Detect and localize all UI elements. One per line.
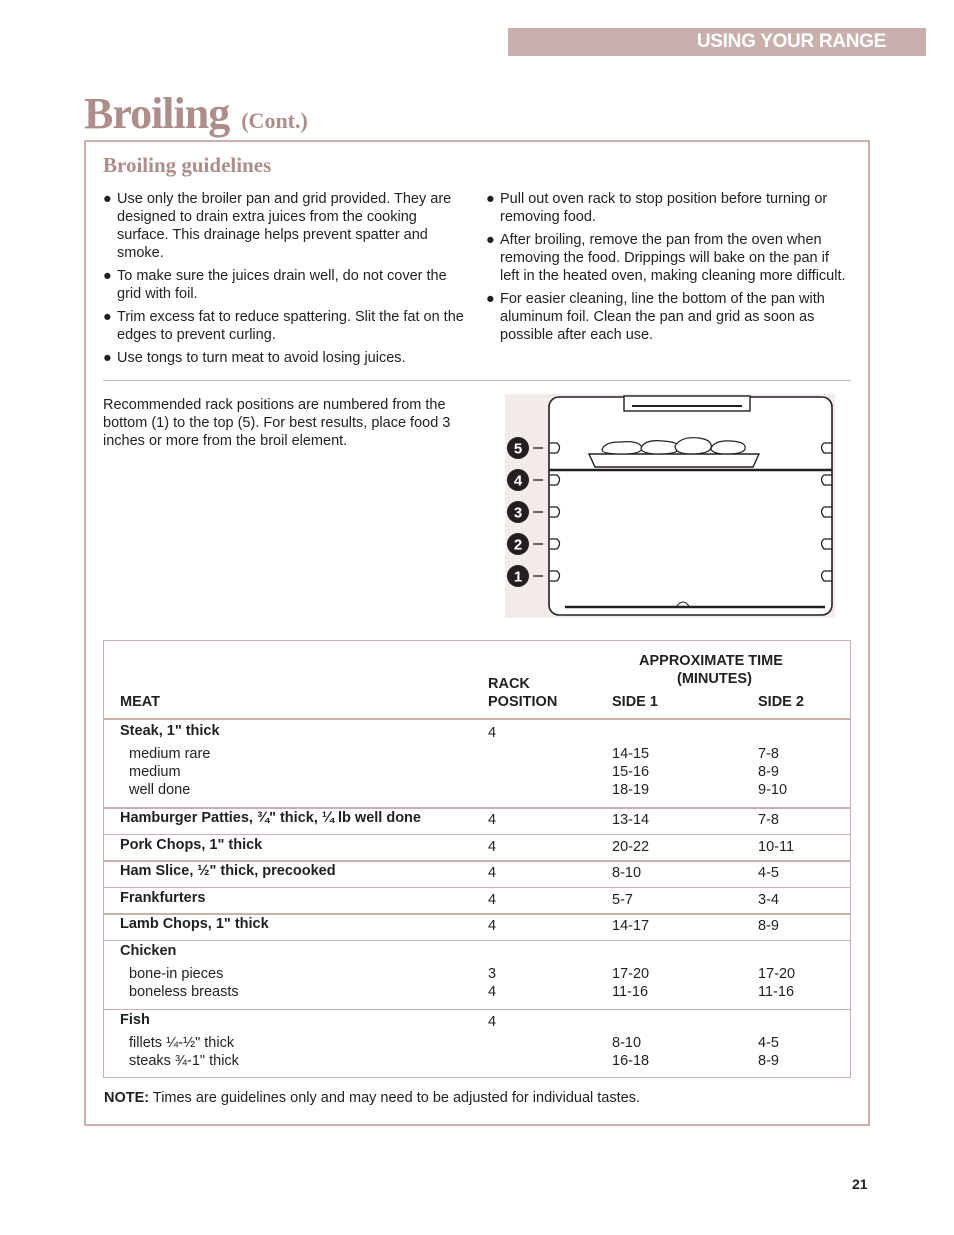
bullet-icon: ●	[486, 191, 495, 207]
table-row-side2: 10-11	[758, 838, 795, 855]
page-title-main: Broiling	[84, 89, 230, 138]
guideline-text: Use only the broiler pan and grid provided. They are designed to drain extra juices from the cooking surface. This drainage helps prevent spatter and smoke.	[117, 191, 452, 261]
side2-header: SIDE 2	[758, 694, 804, 710]
rack-number-label: 5	[513, 440, 523, 458]
table-row-rack: 4	[488, 812, 497, 828]
guideline-text: Trim excess fat to reduce spattering. Slit the fat on the edges to prevent curling.	[117, 309, 464, 343]
meat-header: MEAT	[120, 694, 161, 710]
table-subrow-side2: 11-16	[758, 983, 795, 1000]
table-subrow-side1: 11-16	[612, 983, 649, 1000]
table-subrow-meat: well done	[129, 782, 191, 798]
table-row-meat: Ham Slice, ½" thick, precooked	[120, 863, 336, 879]
section-divider	[103, 380, 851, 381]
row-divider	[103, 718, 851, 720]
table-subrow-side1: 15-16	[612, 764, 650, 780]
guideline-item	[486, 290, 850, 344]
broiling-chart-table	[103, 640, 851, 1078]
broil-element-housing	[624, 396, 750, 411]
guideline-text: After broiling, remove the pan from the oven when removing the food. Drippings will bake on the pan if left in the heated oven, making cleaning more difficult.	[500, 232, 846, 284]
page-number: 21	[852, 1176, 868, 1192]
table-row-side1: 5-7	[612, 891, 633, 908]
section-header-bar	[508, 28, 926, 56]
rack-header-line2: POSITION	[488, 694, 558, 710]
guideline-item	[103, 267, 468, 303]
table-row-meat: Frankfurters	[120, 889, 206, 906]
table-note	[104, 1089, 640, 1107]
table-subrow-meat: fillets ¼-½" thick	[129, 1034, 235, 1051]
table-row-side1: 14-17	[612, 918, 650, 934]
table-row-rack: 4	[488, 1013, 497, 1030]
table-subrow-rack: 4	[488, 983, 497, 1000]
rack-number-label: 3	[513, 504, 523, 522]
table-row-side2: 8-9	[758, 918, 779, 934]
table-row-meat: Chicken	[120, 942, 177, 959]
page-title	[84, 88, 308, 138]
guideline-item	[486, 190, 850, 226]
guidelines-right-column	[486, 190, 850, 349]
table-subrow-side2: 7-8	[758, 746, 779, 762]
table-subrow-side1: 17-20	[612, 965, 650, 982]
bullet-icon: ●	[103, 350, 112, 366]
table-subrow-meat: medium	[129, 764, 181, 780]
table-subrow-meat: boneless breasts	[129, 983, 239, 1000]
table-subrow-side1: 18-19	[612, 782, 650, 798]
table-row-side2: 3-4	[758, 891, 779, 908]
table-subrow-side2: 17-20	[758, 965, 796, 982]
table-subrow-meat: steaks ¾-1" thick	[129, 1052, 239, 1069]
bullet-icon: ●	[103, 191, 112, 207]
guideline-text: Pull out oven rack to stop position before turning or removing food.	[500, 191, 828, 225]
table-subrow-meat: medium rare	[129, 746, 211, 762]
table-row-side1: 8-10	[612, 865, 642, 881]
section-header-label: USING YOUR RANGE	[696, 31, 886, 52]
rack-position-intro: Recommended rack positions are numbered from the bottom (1) to the top (5). For best results, place food 3 inches or more from the broil element.	[103, 397, 451, 449]
note-text: Times are guidelines only and may need to be adjusted for individual tastes.	[149, 1090, 640, 1106]
table-subrow-side2: 9-10	[758, 782, 788, 798]
rack-header-line1: RACK	[488, 676, 530, 692]
bullet-icon: ●	[103, 268, 112, 284]
guideline-text: To make sure the juices drain well, do not cover the grid with foil.	[117, 268, 447, 302]
table-row-meat: Steak, 1" thick	[120, 723, 220, 739]
rack-number-label: 1	[513, 568, 523, 586]
row-divider	[103, 940, 851, 942]
table-subrow-side2: 8-9	[758, 1052, 779, 1069]
guideline-item	[103, 190, 468, 262]
table-subrow-meat: bone-in pieces	[129, 965, 224, 982]
oven-cavity	[549, 397, 832, 615]
row-divider	[103, 887, 851, 889]
side1-header: SIDE 1	[612, 694, 658, 710]
rack-number-label: 2	[513, 536, 523, 554]
table-row-rack: 4	[488, 918, 497, 934]
table-row-rack: 4	[488, 891, 497, 908]
rack-number-label: 4	[513, 472, 523, 490]
guidelines-title: Broiling guidelines	[103, 153, 272, 177]
note-label: NOTE:	[104, 1090, 150, 1106]
table-row-meat: Lamb Chops, 1" thick	[120, 916, 269, 932]
bullet-icon: ●	[486, 291, 495, 307]
guidelines-left-column	[103, 190, 468, 372]
approx-time-header: APPROXIMATE TIME	[639, 653, 783, 669]
table-subrow-side2: 4-5	[758, 1034, 779, 1051]
table-subrow-side1: 16-18	[612, 1052, 650, 1069]
table-subrow-side1: 8-10	[612, 1034, 642, 1051]
row-divider	[103, 1009, 851, 1011]
table-row-meat: Pork Chops, 1" thick	[120, 836, 263, 853]
table-row-side1: 13-14	[612, 812, 650, 828]
table-row-rack: 4	[488, 865, 497, 881]
table-row-side1: 20-22	[612, 838, 650, 855]
table-subrow-side2: 8-9	[758, 764, 779, 780]
table-row-side2: 7-8	[758, 812, 779, 828]
bullet-icon: ●	[103, 309, 112, 325]
guideline-item	[103, 349, 468, 367]
guideline-text: For easier cleaning, line the bottom of the pan with aluminum foil. Clean the pan and grid as soon as possible after each use.	[500, 291, 825, 343]
approx-time-unit-header: (MINUTES)	[677, 671, 752, 687]
table-row-side2: 4-5	[758, 865, 779, 881]
guideline-item	[486, 231, 850, 285]
broiler-pan	[589, 454, 759, 467]
oven-rack-diagram	[505, 394, 835, 618]
table-row-meat: Fish	[120, 1011, 150, 1028]
page-title-cont: (Cont.)	[241, 108, 308, 133]
table-row-rack: 4	[488, 725, 497, 741]
bullet-icon: ●	[486, 232, 495, 248]
table-row-rack: 4	[488, 838, 497, 855]
guideline-item	[103, 308, 468, 344]
guideline-text: Use tongs to turn meat to avoid losing juices.	[117, 350, 406, 366]
table-row-meat: Hamburger Patties, ¾" thick, ¼ lb well done	[120, 810, 421, 826]
table-subrow-rack: 3	[488, 965, 497, 982]
table-subrow-side1: 14-15	[612, 746, 650, 762]
